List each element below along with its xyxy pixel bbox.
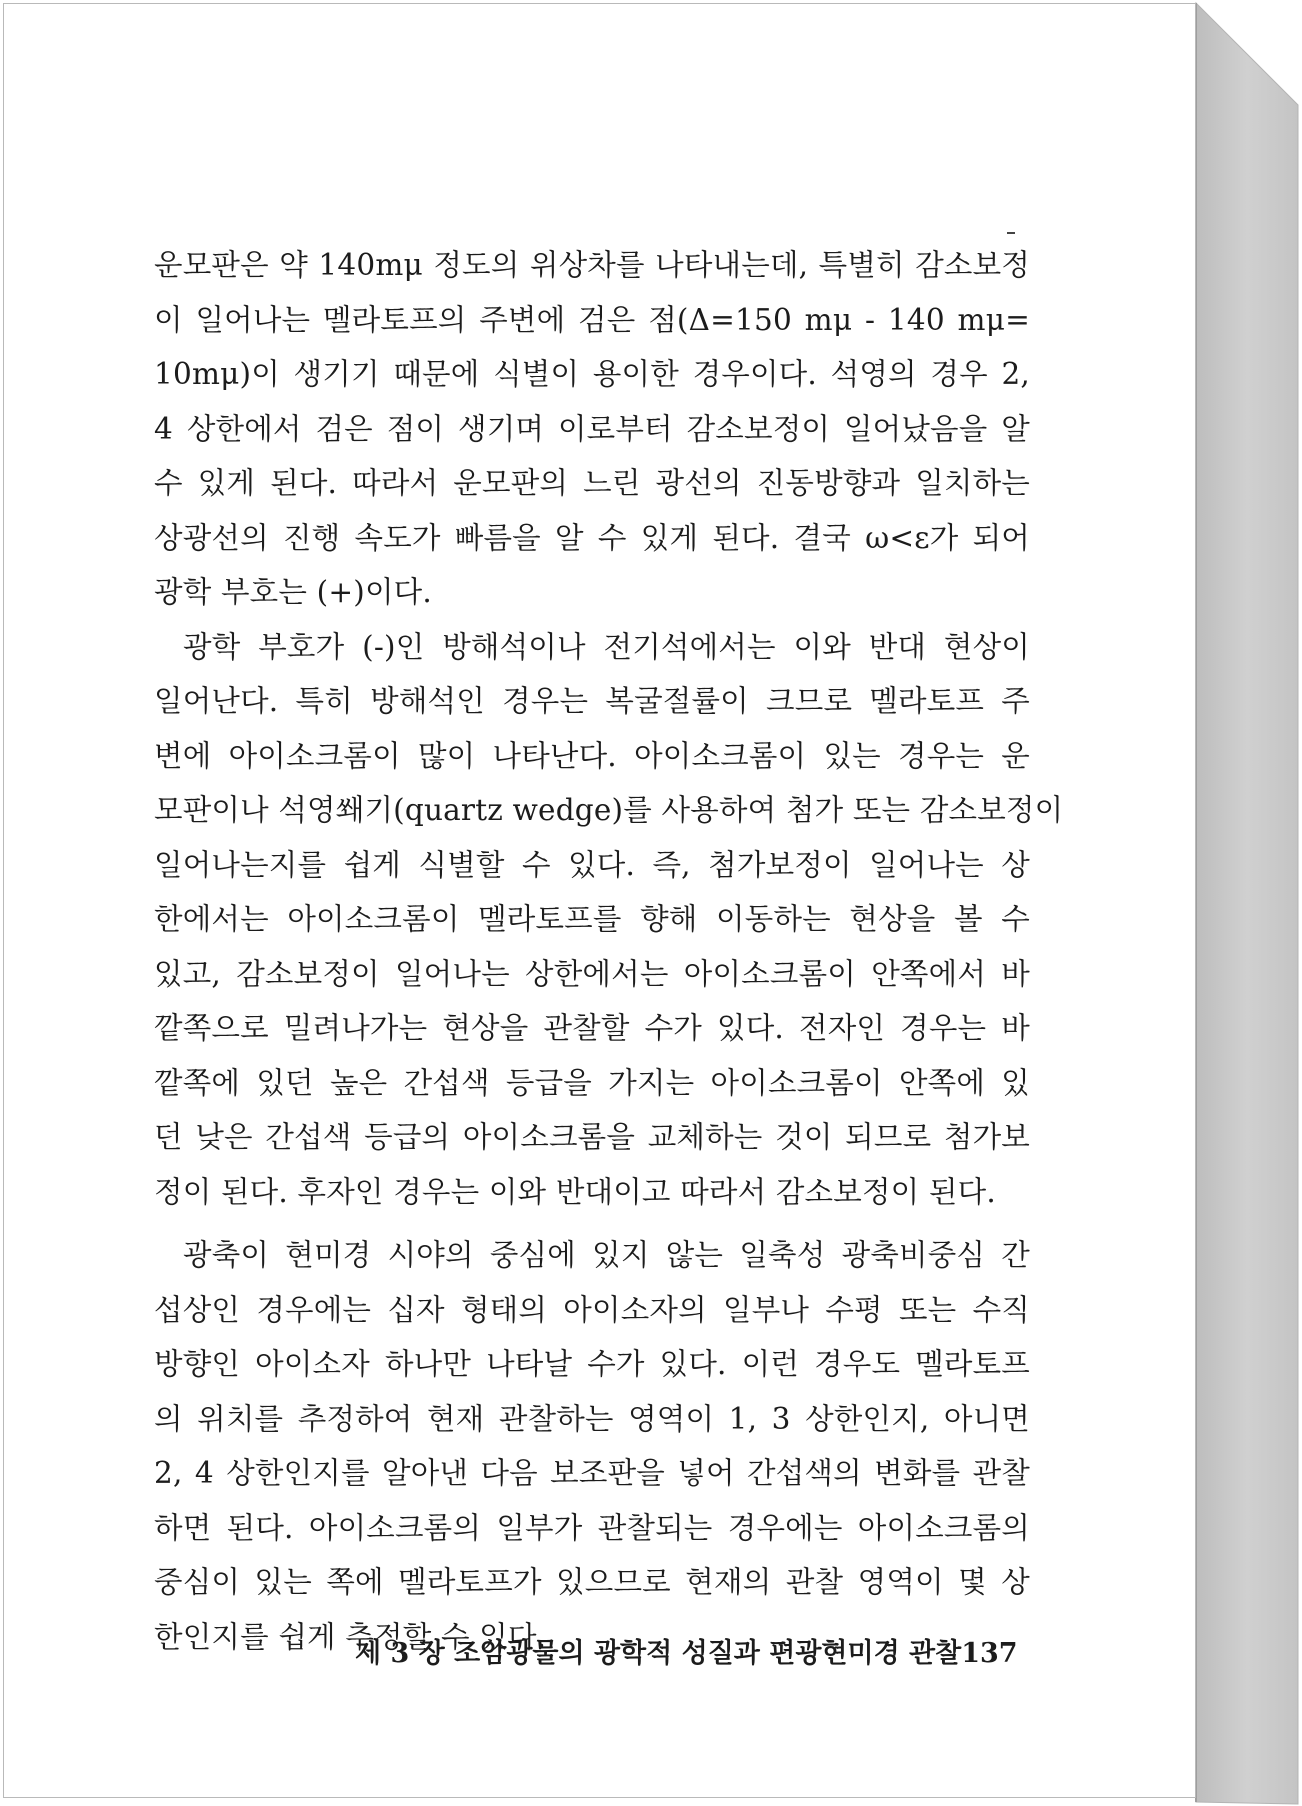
text-line: 섭상인 경우에는 십자 형태의 아이소자의 일부나 수평 또는 수직	[154, 1292, 1030, 1327]
text-line: 의 위치를 추정하여 현재 관찰하는 영역이 1, 3 상한인지, 아니면	[154, 1401, 1030, 1436]
text-line: 수 있게 된다. 따라서 운모판의 느린 광선의 진동방향과 일치하는	[154, 466, 1030, 500]
paragraph-gap	[154, 1219, 1030, 1228]
text-line: 있고, 감소보정이 일어나는 상한에서는 아이소크롬이 안쪽에서 바	[154, 956, 1030, 991]
paragraph-3	[154, 1228, 1030, 1664]
text-line: 10mμ)이 생기기 때문에 식별이 용이한 경우이다. 석영의 경우 2,	[154, 357, 1030, 391]
text-line: 중심이 있는 쪽에 멜라토프가 있으므로 현재의 관찰 영역이 몇 상	[154, 1565, 1030, 1599]
text-line: 모판이나 석영쐐기(quartz wedge)를 사용하여 첨가 또는 감소보정이	[154, 793, 1064, 827]
paragraph-2	[154, 620, 1064, 1220]
text-line: 광학 부호가 (-)인 방해석이나 전기석에서는 이와 반대 현상이	[183, 629, 1030, 664]
text-line: 운모판은 약 140mμ 정도의 위상차를 나타내는데, 특별히 감소보정	[154, 248, 1030, 282]
text-line: 정이 된다. 후자인 경우는 이와 반대이고 따라서 감소보정이 된다.	[154, 1174, 996, 1209]
text-line: 이 일어나는 멜라토프의 주변에 검은 점(Δ=150 mμ - 140 mμ=	[154, 302, 1030, 337]
text-line: 일어나는지를 쉽게 식별할 수 있다. 즉, 첨가보정이 일어나는 상	[154, 847, 1030, 882]
text-line: 상광선의 진행 속도가 빠름을 알 수 있게 된다. 결국 ω<ε가 되어	[154, 520, 1030, 555]
text-line: 광학 부호는 (+)이다.	[154, 575, 432, 609]
running-footer	[355, 1631, 1018, 1670]
chapter-title: 제 3 장 조암광물의 광학적 성질과 편광현미경 관찰	[355, 1638, 962, 1669]
text-line: 깥쪽으로 밀려나가는 현상을 관찰할 수가 있다. 전자인 경우는 바	[154, 1011, 1030, 1045]
text-line: 던 낮은 간섭색 등급의 아이소크롬을 교체하는 것이 되므로 첨가보	[154, 1120, 1030, 1154]
text-line: 방향인 아이소자 하나만 나타날 수가 있다. 이런 경우도 멜라토프	[154, 1347, 1030, 1381]
text-line: 변에 아이소크롬이 많이 나타난다. 아이소크롬이 있는 경우는 운	[154, 738, 1030, 773]
text-line: 일어난다. 특히 방해석인 경우는 복굴절률이 크므로 멜라토프 주	[154, 684, 1030, 718]
text-line: 광축이 현미경 시야의 중심에 있지 않는 일축성 광축비중심 간	[183, 1238, 1030, 1272]
page-number: 137	[961, 1638, 1018, 1669]
text-line: 깥쪽에 있던 높은 간섭색 등급을 가지는 아이소크롬이 안쪽에 있	[154, 1065, 1030, 1100]
text-line: 4 상한에서 검은 점이 생기며 이로부터 감소보정이 일어났음을 알	[154, 411, 1030, 446]
paragraph-1	[154, 238, 1030, 620]
text-line: 2, 4 상한인지를 알아낸 다음 보조판을 넣어 간섭색의 변화를 관찰	[154, 1456, 1030, 1490]
body-text	[154, 238, 1064, 1664]
print-mark	[1007, 232, 1015, 234]
text-line: 한에서는 아이소크롬이 멜라토프를 향해 이동하는 현상을 볼 수	[154, 902, 1030, 936]
text-line: 하면 된다. 아이소크롬의 일부가 관찰되는 경우에는 아이소크롬의	[154, 1510, 1030, 1545]
text-line: 한인지를 쉽게 추정할 수 있다.	[154, 1619, 547, 1654]
